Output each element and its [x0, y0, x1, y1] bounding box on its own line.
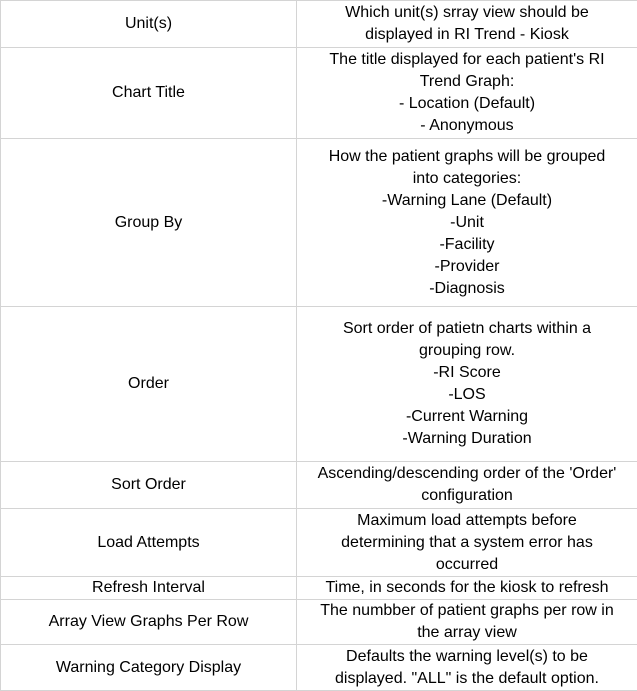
setting-name-cell — [1, 645, 297, 691]
setting-name-cell — [1, 48, 297, 139]
setting-name-cell — [1, 1, 297, 48]
description-line: -Warning Duration — [297, 428, 637, 450]
table-row — [1, 577, 637, 600]
table-row — [1, 645, 637, 691]
setting-name-cell — [1, 577, 297, 600]
description-line: -Provider — [297, 256, 637, 278]
description-line: - Anonymous — [297, 115, 637, 137]
description-line: -Warning Lane (Default) — [297, 190, 637, 212]
description-line: configuration — [297, 485, 637, 507]
setting-name: Order — [1, 373, 296, 395]
description-line: -RI Score — [297, 362, 637, 384]
table-row — [1, 509, 637, 577]
description-line: the array view — [297, 622, 637, 644]
description-line: The numbber of patient graphs per row in — [297, 600, 637, 622]
description-line: Maximum load attempts before — [297, 510, 637, 532]
setting-description-cell — [297, 139, 637, 307]
table-row — [1, 600, 637, 645]
setting-name: Load Attempts — [1, 532, 296, 554]
description-line: -LOS — [297, 384, 637, 406]
setting-description-cell — [297, 1, 637, 48]
description-line: Defaults the warning level(s) to be — [297, 646, 637, 668]
description-line: -Diagnosis — [297, 278, 637, 300]
description-line: -Current Warning — [297, 406, 637, 428]
description-line: Sort order of patietn charts within a — [297, 318, 637, 340]
setting-description-cell — [297, 307, 637, 462]
description-line: The title displayed for each patient's RI — [297, 49, 637, 71]
description-line: - Location (Default) — [297, 93, 637, 115]
setting-name-cell — [1, 307, 297, 462]
setting-description-cell — [297, 509, 637, 577]
setting-name: Group By — [1, 212, 296, 234]
description-line: displayed in RI Trend - Kiosk — [297, 24, 637, 46]
description-line: Ascending/descending order of the 'Order' — [297, 463, 637, 485]
table-row — [1, 48, 637, 139]
description-line: How the patient graphs will be grouped — [297, 146, 637, 168]
table-row — [1, 1, 637, 48]
setting-name: Sort Order — [1, 474, 296, 496]
setting-description-cell — [297, 462, 637, 509]
setting-description-cell — [297, 48, 637, 139]
setting-name-cell — [1, 600, 297, 645]
setting-name: Chart Title — [1, 82, 296, 104]
table-row — [1, 307, 637, 462]
setting-name: Warning Category Display — [1, 657, 296, 679]
description-line: Time, in seconds for the kiosk to refresh — [297, 577, 637, 599]
setting-description-cell — [297, 577, 637, 600]
description-line: -Facility — [297, 234, 637, 256]
table-row — [1, 462, 637, 509]
setting-name-cell — [1, 139, 297, 307]
description-line: displayed. "ALL" is the default option. — [297, 668, 637, 690]
setting-name: Unit(s) — [1, 13, 296, 35]
table-row — [1, 139, 637, 307]
description-line: determining that a system error has — [297, 532, 637, 554]
setting-name: Array View Graphs Per Row — [1, 611, 296, 633]
setting-description-cell — [297, 600, 637, 645]
description-line: grouping row. — [297, 340, 637, 362]
setting-description-cell — [297, 645, 637, 691]
setting-name-cell — [1, 509, 297, 577]
description-line: Trend Graph: — [297, 71, 637, 93]
setting-name: Refresh Interval — [1, 577, 296, 599]
description-line: into categories: — [297, 168, 637, 190]
description-line: -Unit — [297, 212, 637, 234]
setting-name-cell — [1, 462, 297, 509]
description-line: occurred — [297, 554, 637, 576]
description-line: Which unit(s) srray view should be — [297, 2, 637, 24]
